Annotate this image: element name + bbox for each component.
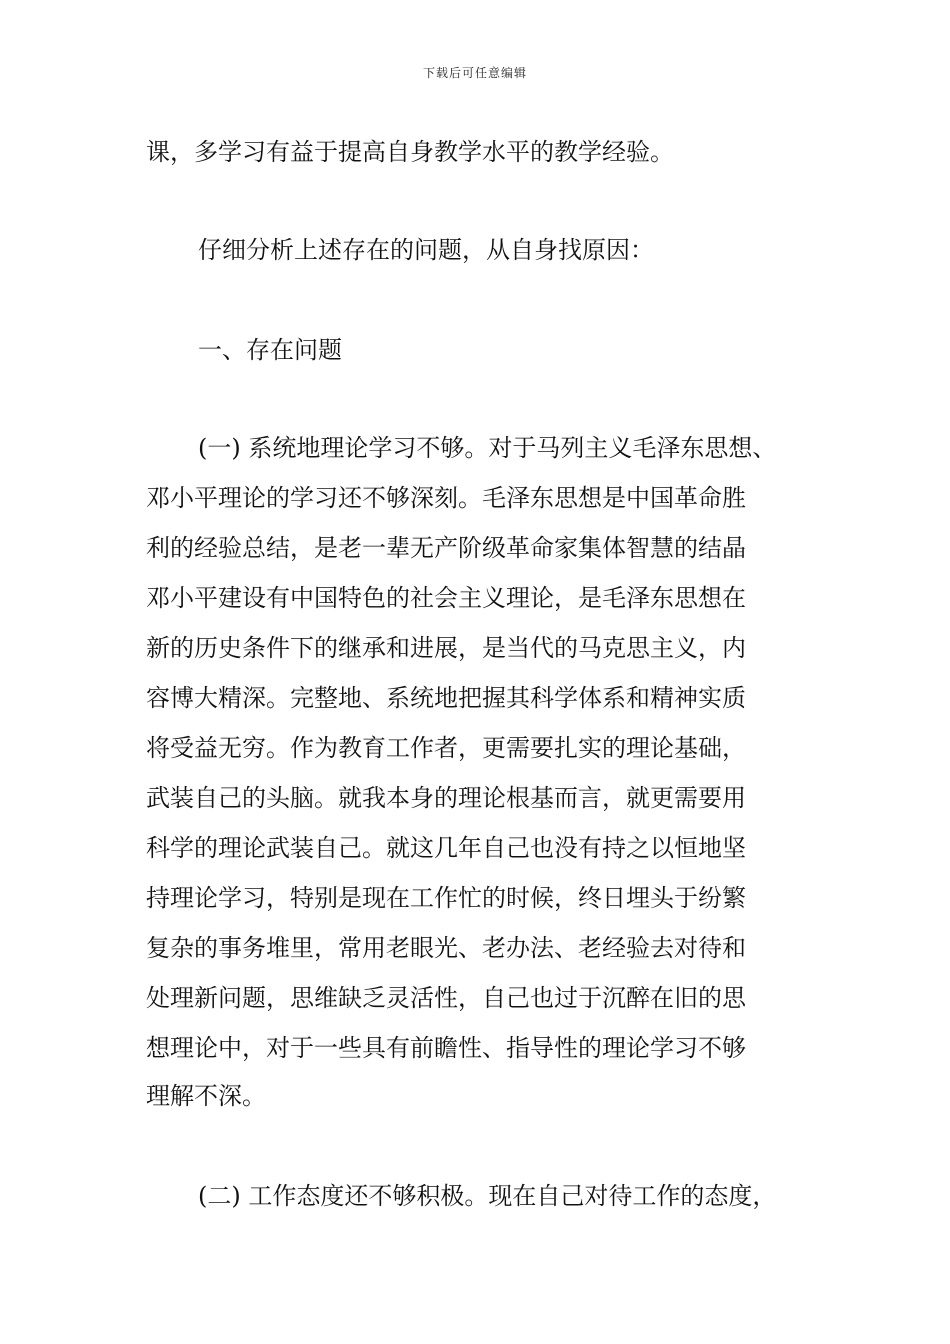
paragraph-line: 新的历史条件下的继承和进展，是当代的马克思主义，内	[146, 634, 746, 662]
paragraph-line: 想理论中，对于一些具有前瞻性、指导性的理论学习不够	[146, 1034, 746, 1062]
paragraph-line: 利的经验总结，是老一辈无产阶级革命家集体智慧的结晶	[146, 534, 746, 562]
paragraph-line: 容博大精深。完整地、系统地把握其科学体系和精神实质	[146, 684, 746, 712]
paragraph-line: 武装自己的头脑。就我本身的理论根基而言，就更需要用	[146, 784, 746, 812]
paragraph-line: 邓小平理论的学习还不够深刻。毛泽东思想是中国革命胜	[146, 484, 746, 512]
paragraph-line: (二) 工作态度还不够积极。现在自己对待工作的态度，	[198, 1182, 777, 1210]
paragraph-line: 科学的理论武装自己。就这几年自己也没有持之以恒地坚	[146, 834, 746, 862]
page-header: 下载后可任意编辑	[422, 66, 527, 80]
paragraph-line: 复杂的事务堆里，常用老眼光、老办法、老经验去对待和	[146, 934, 746, 962]
paragraph-line: 仔细分析上述存在的问题，从自身找原因：	[198, 236, 654, 264]
paragraph-line: 邓小平建设有中国特色的社会主义理论，是毛泽东思想在	[146, 584, 746, 612]
paragraph-line: 将受益无穷。作为教育工作者，更需要扎实的理论基础，	[146, 734, 746, 762]
paragraph-line: (一) 系统地理论学习不够。对于马列主义毛泽东思想、	[198, 434, 777, 462]
paragraph-line: 理解不深。	[146, 1082, 266, 1110]
paragraph-line: 持理论学习，特别是现在工作忙的时候，终日埋头于纷繁	[146, 884, 746, 912]
section-heading: 一、存在问题	[198, 336, 342, 364]
paragraph-line: 处理新问题，思维缺乏灵活性，自己也过于沉醉在旧的思	[146, 984, 746, 1012]
paragraph-line: 课，多学习有益于提高自身教学水平的教学经验。	[146, 138, 674, 166]
